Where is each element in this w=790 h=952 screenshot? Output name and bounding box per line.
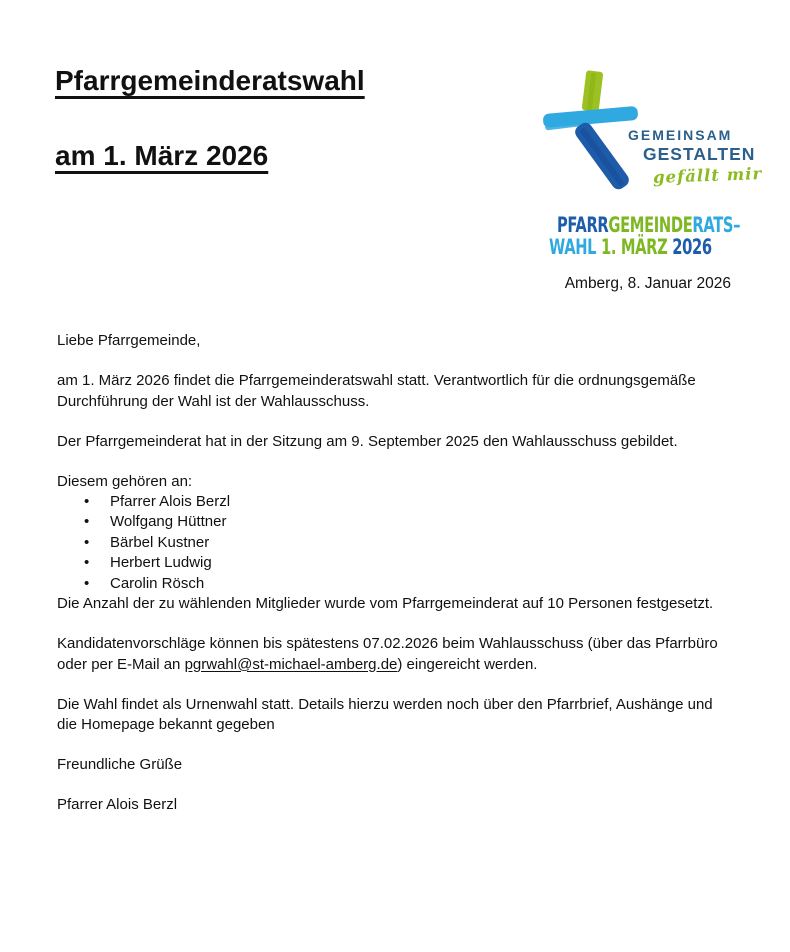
- logo-tagline: gefällt mir: [652, 164, 763, 187]
- campaign-segment: RATS–: [692, 213, 741, 237]
- campaign-segment: PFARR: [557, 213, 609, 237]
- list-item: • Wolfgang Hüttner: [57, 512, 733, 532]
- list-item: • Carolin Rösch: [57, 574, 733, 594]
- logo-wordmark-line1: GEMEINSAM: [628, 127, 733, 143]
- campaign-segment: 2026: [672, 235, 712, 259]
- signature: Pfarrer Alois Berzl: [57, 796, 178, 814]
- campaign-segment: WAHL: [549, 235, 601, 259]
- campaign-wordmark-line2: [549, 236, 712, 258]
- document-title-line1: Pfarrgemeinderatswahl: [55, 65, 365, 96]
- campaign-wordmark-line1: [557, 214, 740, 236]
- paragraph-kandidaten: [57, 634, 733, 675]
- paragraph-urnenwahl: Die Wahl findet als Urnenwahl statt. Details hierzu werden noch über den Pfarrbrief, Aushänge und die Homepage bekannt gegeben: [57, 695, 713, 734]
- logo-wordmark-line2: GESTALTEN: [643, 144, 756, 164]
- salutation: Liebe Pfarrgemeinde,: [57, 332, 201, 349]
- list-item: • Herbert Ludwig: [57, 553, 733, 573]
- letter-body: [57, 331, 733, 835]
- document-title-line2: am 1. März 2026: [55, 140, 269, 171]
- paragraph-kandidaten-after: ) eingereicht werden.: [397, 655, 538, 673]
- paragraph-sitzung: Der Pfarrgemeinderat hat in der Sitzung am 9. September 2025 den Wahlausschuss gebildet.: [57, 432, 678, 450]
- list-item: • Bärbel Kustner: [57, 533, 733, 553]
- list-item: • Pfarrer Alois Berzl: [57, 492, 733, 512]
- paragraph-intro: am 1. März 2026 findet die Pfarrgemeinderatswahl statt. Verantwortlich für die ordnungsgemäße Durchführung der Wahl ist der Wahlausschuss.: [57, 372, 696, 410]
- members-list: [57, 492, 733, 594]
- members-list-intro: Diesem gehören an:: [57, 472, 193, 490]
- campaign-segment: 1. MÄRZ: [600, 235, 673, 259]
- campaign-segment: GEMEINDE: [608, 213, 693, 237]
- email-link[interactable]: pgrwahl@st-michael-amberg.de: [184, 655, 398, 673]
- paragraph-kandidaten-before: Kandidatenvorschläge können bis spätestens 07.02.2026 beim Wahlausschuss (über das Pfarrbüro oder per E-Mail an: [57, 635, 718, 673]
- closing: Freundliche Grüße: [57, 756, 183, 774]
- gemeinsam-gestalten-logo: [540, 68, 763, 198]
- place-and-date: Amberg, 8. Januar 2026: [564, 275, 731, 292]
- paragraph-anzahl: Die Anzahl der zu wählenden Mitglieder wurde vom Pfarrgemeinderat auf 10 Personen festgesetzt.: [57, 595, 714, 613]
